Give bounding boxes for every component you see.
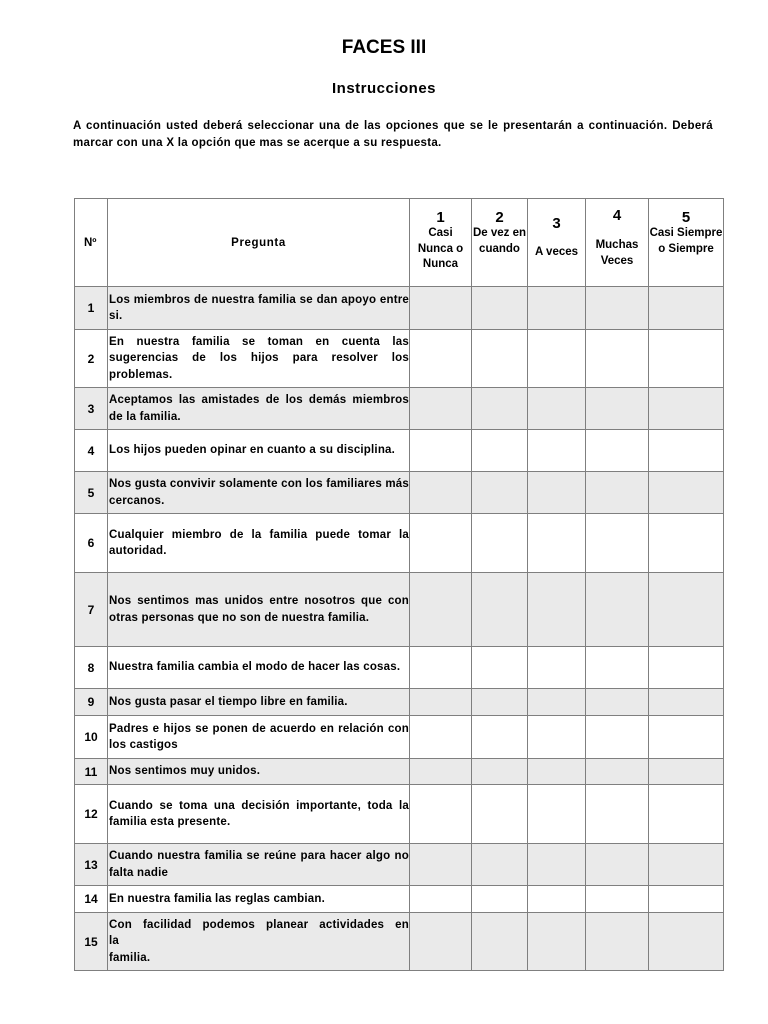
row-number: 15 <box>75 913 108 971</box>
question-text: Nos gusta convivir solamente con los familiares más cercanos. <box>108 472 410 514</box>
answer-cell-3[interactable] <box>528 388 586 430</box>
question-text: Aceptamos las amistades de los demás miembros de la familia. <box>108 388 410 430</box>
questionnaire-table <box>74 198 724 971</box>
answer-cell-1[interactable] <box>410 330 472 388</box>
answer-cell-1[interactable] <box>410 759 472 785</box>
question-text <box>108 913 410 971</box>
row-number: 12 <box>75 785 108 844</box>
answer-cell-4[interactable] <box>586 785 649 844</box>
answer-cell-4[interactable] <box>586 330 649 388</box>
instructions-paragraph: A continuación usted deberá seleccionar una de las opciones que se le presentarán a continuación. Deberá marcar con una X la opción que mas se acerque a su respuesta. <box>73 120 713 149</box>
answer-cell-2[interactable] <box>472 844 528 886</box>
answer-cell-1[interactable] <box>410 689 472 716</box>
answer-cell-1[interactable] <box>410 844 472 886</box>
document-subtitle: Instrucciones <box>331 80 437 97</box>
answer-cell-5[interactable] <box>649 472 724 514</box>
answer-cell-2[interactable] <box>472 330 528 388</box>
answer-cell-5[interactable] <box>649 573 724 647</box>
row-number: 14 <box>75 886 108 913</box>
row-number: 1 <box>75 287 108 330</box>
table-row <box>75 844 724 886</box>
table-row <box>75 785 724 844</box>
answer-cell-1[interactable] <box>410 472 472 514</box>
answer-cell-4[interactable] <box>586 287 649 330</box>
answer-cell-1[interactable] <box>410 514 472 573</box>
option-3-label: A veces <box>534 246 579 258</box>
answer-cell-1[interactable] <box>410 573 472 647</box>
answer-cell-2[interactable] <box>472 430 528 472</box>
answer-cell-2[interactable] <box>472 759 528 785</box>
question-text: Nuestra familia cambia el modo de hacer las cosas. <box>108 647 410 689</box>
table-row <box>75 388 724 430</box>
answer-cell-3[interactable] <box>528 514 586 573</box>
answer-cell-2[interactable] <box>472 388 528 430</box>
question-line-2: autoridad. <box>109 545 167 557</box>
question-text: Los hijos pueden opinar en cuanto a su disciplina. <box>108 430 410 472</box>
answer-cell-3[interactable] <box>528 785 586 844</box>
question-text: Nos sentimos muy unidos. <box>108 759 410 785</box>
row-number: 2 <box>75 330 108 388</box>
answer-cell-4[interactable] <box>586 913 649 971</box>
header-number: Nº <box>75 199 108 287</box>
row-number: 7 <box>75 573 108 647</box>
answer-cell-3[interactable] <box>528 689 586 716</box>
table-row <box>75 430 724 472</box>
table-row <box>75 330 724 388</box>
document-title: FACES III <box>341 37 427 58</box>
header-option-2 <box>472 199 528 287</box>
answer-cell-3[interactable] <box>528 759 586 785</box>
question-text: Nos gusta pasar el tiempo libre en familia. <box>108 689 410 716</box>
option-1-label: Casi Nunca o Nunca <box>417 227 464 270</box>
answer-cell-4[interactable] <box>586 759 649 785</box>
answer-cell-3[interactable] <box>528 472 586 514</box>
question-line-1: Con facilidad podemos planear actividades en la <box>109 919 409 948</box>
question-line-2: otras personas que no son de nuestra familia. <box>109 611 370 624</box>
option-1-number: 1 <box>436 209 445 226</box>
option-5-number: 5 <box>681 209 691 226</box>
answer-cell-3[interactable] <box>528 716 586 759</box>
answer-cell-2[interactable] <box>472 472 528 514</box>
answer-cell-3[interactable] <box>528 430 586 472</box>
question-text: Padres e hijos se ponen de acuerdo en relación con los castigos <box>108 716 410 759</box>
answer-cell-2[interactable] <box>472 785 528 844</box>
answer-cell-4[interactable] <box>586 388 649 430</box>
question-text: Cuando nuestra familia se reúne para hacer algo no falta nadie <box>108 844 410 886</box>
answer-cell-1[interactable] <box>410 886 472 913</box>
answer-cell-4[interactable] <box>586 472 649 514</box>
answer-cell-5[interactable] <box>649 716 724 759</box>
answer-cell-4[interactable] <box>586 844 649 886</box>
answer-cell-4[interactable] <box>586 886 649 913</box>
answer-cell-2[interactable] <box>472 886 528 913</box>
header-option-3 <box>528 199 586 287</box>
answer-cell-5[interactable] <box>649 330 724 388</box>
question-line-1: Nos sentimos mas unidos entre nosotros que con <box>109 595 409 608</box>
question-line-1: Cuando se toma una decisión importante, toda la <box>109 799 409 812</box>
row-number: 10 <box>75 716 108 759</box>
header-question: Pregunta <box>108 199 410 287</box>
answer-cell-2[interactable] <box>472 514 528 573</box>
row-number: 11 <box>75 759 108 785</box>
question-text <box>108 514 410 573</box>
table-row <box>75 913 724 971</box>
answer-cell-1[interactable] <box>410 647 472 689</box>
answer-cell-4[interactable] <box>586 514 649 573</box>
answer-cell-5[interactable] <box>649 785 724 844</box>
question-line-2: familia esta presente. <box>109 816 231 828</box>
answer-cell-4[interactable] <box>586 689 649 716</box>
question-text: Los miembros de nuestra familia se dan apoyo entre si. <box>108 287 410 330</box>
option-2-label: De vez en cuando <box>472 227 527 255</box>
answer-cell-1[interactable] <box>410 716 472 759</box>
answer-cell-1[interactable] <box>410 388 472 430</box>
answer-cell-2[interactable] <box>472 573 528 647</box>
answer-cell-5[interactable] <box>649 430 724 472</box>
question-text: En nuestra familia las reglas cambian. <box>108 886 410 913</box>
header-option-1 <box>410 199 472 287</box>
question-text <box>108 785 410 844</box>
row-number: 9 <box>75 689 108 716</box>
table-row <box>75 472 724 514</box>
question-text: En nuestra familia se toman en cuenta las sugerencias de los hijos para resolver los problemas. <box>108 330 410 388</box>
answer-cell-5[interactable] <box>649 647 724 689</box>
answer-cell-4[interactable] <box>586 430 649 472</box>
header-option-5 <box>649 199 724 287</box>
answer-cell-1[interactable] <box>410 430 472 472</box>
row-number: 3 <box>75 388 108 430</box>
table-row <box>75 689 724 716</box>
answer-cell-2[interactable] <box>472 913 528 971</box>
answer-cell-5[interactable] <box>649 844 724 886</box>
answer-cell-5[interactable] <box>649 689 724 716</box>
answer-cell-5[interactable] <box>649 514 724 573</box>
answer-cell-5[interactable] <box>649 759 724 785</box>
answer-cell-3[interactable] <box>528 573 586 647</box>
header-option-4 <box>586 199 649 287</box>
row-number: 8 <box>75 647 108 689</box>
answer-cell-2[interactable] <box>472 287 528 330</box>
answer-cell-3[interactable] <box>528 647 586 689</box>
answer-cell-5[interactable] <box>649 287 724 330</box>
answer-cell-3[interactable] <box>528 844 586 886</box>
question-line-1: Cualquier miembro de la familia puede tomar la <box>109 528 409 541</box>
answer-cell-1[interactable] <box>410 287 472 330</box>
option-4-label: Muchas Veces <box>595 239 639 267</box>
row-number: 6 <box>75 514 108 573</box>
row-number: 5 <box>75 472 108 514</box>
option-4-number: 4 <box>612 207 622 224</box>
answer-cell-3[interactable] <box>528 330 586 388</box>
table-row <box>75 759 724 785</box>
answer-cell-4[interactable] <box>586 716 649 759</box>
table-header-row <box>75 199 724 287</box>
option-2-number: 2 <box>495 209 504 226</box>
table-row <box>75 514 724 573</box>
table-row <box>75 716 724 759</box>
answer-cell-3[interactable] <box>528 913 586 971</box>
answer-cell-4[interactable] <box>586 647 649 689</box>
answer-cell-2[interactable] <box>472 716 528 759</box>
answer-cell-3[interactable] <box>528 287 586 330</box>
answer-cell-1[interactable] <box>410 913 472 971</box>
option-3-number: 3 <box>552 215 561 232</box>
answer-cell-2[interactable] <box>472 647 528 689</box>
option-5-label: Casi Siempre o Siempre <box>649 227 723 255</box>
question-line-2: familia. <box>109 951 151 964</box>
table-row <box>75 886 724 913</box>
answer-cell-5[interactable] <box>649 388 724 430</box>
answer-cell-5[interactable] <box>649 886 724 913</box>
question-text <box>108 573 410 647</box>
row-number: 4 <box>75 430 108 472</box>
table-row <box>75 647 724 689</box>
table-row <box>75 287 724 330</box>
answer-cell-2[interactable] <box>472 689 528 716</box>
answer-cell-3[interactable] <box>528 886 586 913</box>
answer-cell-5[interactable] <box>649 913 724 971</box>
answer-cell-4[interactable] <box>586 573 649 647</box>
row-number: 13 <box>75 844 108 886</box>
table-row <box>75 573 724 647</box>
answer-cell-1[interactable] <box>410 785 472 844</box>
